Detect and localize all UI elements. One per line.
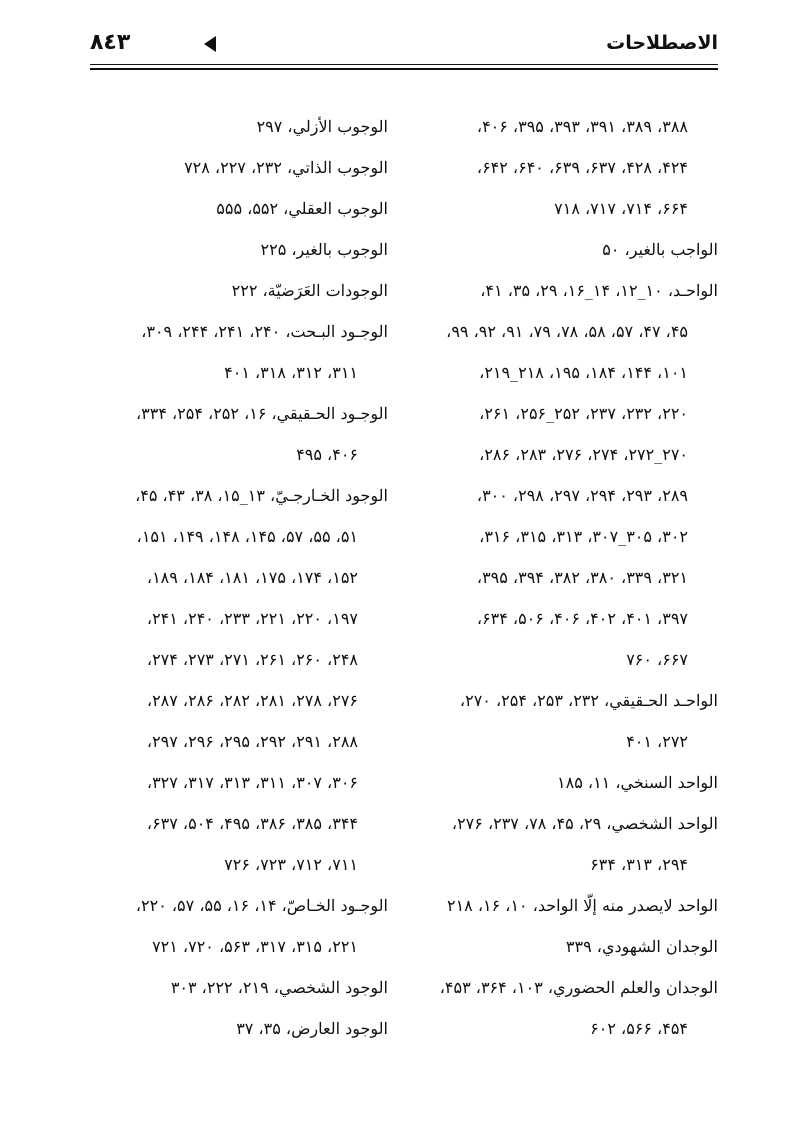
index-entry: الوجود الشخصي، ۲۱۹، ۲۲۲، ۳۰۳: [170, 978, 388, 997]
index-entry: الواحـد، ۱۰_۱۲، ۱۴_۱۶، ۲۹، ۳۵، ۴۱،: [480, 281, 718, 300]
index-entry-continuation: ۳۹۷، ۴۰۱، ۴۰۲، ۴۰۶، ۵۰۶، ۶۳۴،: [476, 609, 688, 628]
index-entry-continuation: ۲۷۰_۲۷۲، ۲۷۴، ۲۷۶، ۲۸۳، ۲۸۶،: [479, 445, 688, 464]
index-entry-continuation: ۴۰۶، ۴۹۵: [296, 445, 358, 464]
index-entry-continuation: ۱۵۲، ۱۷۴، ۱۷۵، ۱۸۱، ۱۸۴، ۱۸۹،: [146, 568, 358, 587]
index-entry-continuation: ۴۵۴، ۵۶۶، ۶۰۲: [590, 1019, 688, 1038]
index-entry: الوجـود الخـاصّ، ۱۴، ۱۶، ۵۵، ۵۷، ۲۲۰،: [135, 896, 388, 915]
index-entry: الوجوب الذاتي، ۲۳۲، ۲۲۷، ۷۲۸: [184, 158, 388, 177]
index-entry: الواحد الشخصي، ۲۹، ۴۵، ۷۸، ۲۳۷، ۲۷۶،: [451, 814, 718, 833]
index-entry: الوجود العارض، ۳۵، ۳۷: [236, 1019, 388, 1038]
index-entry: الوجودات العَرَضيّة، ۲۲۲: [231, 281, 388, 300]
index-entry-continuation: ۵۱، ۵۵، ۵۷، ۱۴۵، ۱۴۸، ۱۴۹، ۱۵۱،: [136, 527, 358, 546]
index-entry: الواجب بالغير، ۵۰: [602, 240, 718, 259]
index-entry-continuation: ۳۰۲، ۳۰۵_۳۰۷، ۳۱۳، ۳۱۵، ۳۱۶،: [479, 527, 688, 546]
header-rule-thin: [90, 64, 718, 65]
index-entry-continuation: ۲۸۸، ۲۹۱، ۲۹۲، ۲۹۵، ۲۹۶، ۲۹۷،: [146, 732, 358, 751]
index-entry-continuation: ۳۴۴، ۳۸۵، ۳۸۶، ۴۹۵، ۵۰۴، ۶۳۷،: [146, 814, 358, 833]
running-title: الاصطلاحات: [606, 32, 718, 54]
index-entry-continuation: ۶۶۴، ۷۱۴، ۷۱۷، ۷۱۸: [554, 199, 688, 218]
index-entry: الوجوب بالغير، ۲۲۵: [260, 240, 388, 259]
index-entry-continuation: ۶۶۷، ۷۶۰: [626, 650, 688, 669]
index-entry-continuation: ۲۴۸، ۲۶۰، ۲۶۱، ۲۷۱، ۲۷۳، ۲۷۴،: [146, 650, 358, 669]
triangle-marker-icon: [204, 36, 216, 52]
index-entry-continuation: ۳۱۱، ۳۱۲، ۳۱۸، ۴۰۱: [224, 363, 358, 382]
header-rule-thick: [90, 68, 718, 70]
index-column-right: [408, 106, 718, 1049]
index-entry-continuation: ۳۲۱، ۳۳۹، ۳۸۰، ۳۸۲، ۳۹۴، ۳۹۵،: [476, 568, 688, 587]
index-column-left: [78, 106, 388, 1049]
index-entry: الوجوب العقلي، ۵۵۲، ۵۵۵: [216, 199, 388, 218]
index-entry: الوجدان والعلم الحضوري، ۱۰۳، ۳۶۴، ۴۵۳،: [439, 978, 718, 997]
index-entry-continuation: ۳۸۸، ۳۸۹، ۳۹۱، ۳۹۳، ۳۹۵، ۴۰۶،: [476, 117, 688, 136]
index-entry-continuation: ۲۲۰، ۲۳۲، ۲۳۷، ۲۵۲_۲۵۶، ۲۶۱،: [479, 404, 688, 423]
index-entry-continuation: ۲۷۲، ۴۰۱: [626, 732, 688, 751]
index-entry: الوجـود البـحت، ۲۴۰، ۲۴۱، ۲۴۴، ۳۰۹،: [141, 322, 388, 341]
index-entry-continuation: ۲۷۶، ۲۷۸، ۲۸۱، ۲۸۲، ۲۸۶، ۲۸۷،: [146, 691, 358, 710]
index-entry-continuation: ۳۰۶، ۳۰۷، ۳۱۱، ۳۱۳، ۳۱۷، ۳۲۷،: [146, 773, 358, 792]
index-entry: الوجوب الأزلي، ۲۹۷: [256, 117, 388, 136]
index-entry-continuation: ۲۲۱، ۳۱۵، ۳۱۷، ۵۶۳، ۷۲۰، ۷۲۱: [152, 937, 358, 956]
index-entry-continuation: ۴۵، ۴۷، ۵۷، ۵۸، ۷۸، ۷۹، ۹۱، ۹۲، ۹۹،: [446, 322, 688, 341]
page-number: ٨٤٣: [90, 30, 131, 55]
index-entry: الواحد لايصدر منه إلّا الواحد، ۱۰، ۱۶، ۲۱۸: [446, 896, 718, 915]
index-entry-continuation: ۲۹۴، ۳۱۳، ۶۳۴: [590, 855, 688, 874]
index-entry: الواحد السنخي، ۱۱، ۱۸۵: [557, 773, 718, 792]
index-entry: الوجدان الشهودي، ۳۳۹: [565, 937, 718, 956]
page-header: [90, 30, 718, 60]
index-entry-continuation: ۴۲۴، ۴۲۸، ۶۳۷، ۶۳۹، ۶۴۰، ۶۴۲،: [476, 158, 688, 177]
index-entry-continuation: ۱۹۷، ۲۲۰، ۲۲۱، ۲۳۳، ۲۴۰، ۲۴۱،: [146, 609, 358, 628]
index-entry: الوجود الخـارجـيّ، ۱۳_۱۵، ۳۸، ۴۳، ۴۵،: [135, 486, 388, 505]
index-entry-continuation: ۱۰۱، ۱۴۴، ۱۸۴، ۱۹۵، ۲۱۸_۲۱۹،: [479, 363, 688, 382]
index-entry: الواحـد الحـقيقي، ۲۳۲، ۲۵۳، ۲۵۴، ۲۷۰،: [459, 691, 718, 710]
index-entry-continuation: ۷۱۱، ۷۱۲، ۷۲۳، ۷۲۶: [224, 855, 358, 874]
index-entry-continuation: ۲۸۹، ۲۹۳، ۲۹۴، ۲۹۷، ۲۹۸، ۳۰۰،: [476, 486, 688, 505]
index-entry: الوجـود الحـقيقي، ۱۶، ۲۵۲، ۲۵۴، ۳۳۴،: [135, 404, 388, 423]
